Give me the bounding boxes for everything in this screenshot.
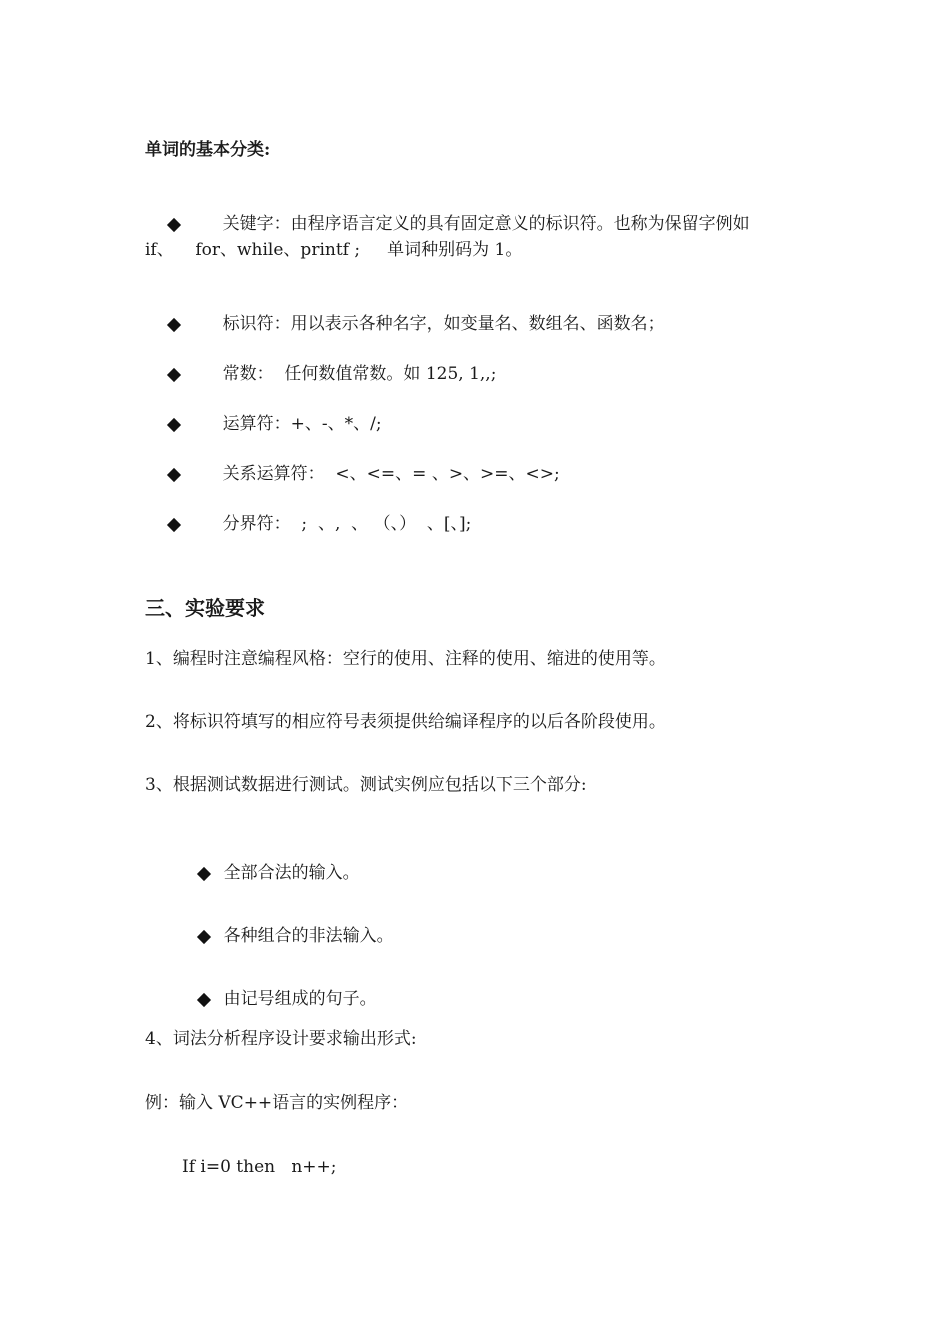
black-diamond-icon xyxy=(167,368,181,382)
black-diamond-icon xyxy=(167,318,181,332)
example-label: 例：输入 VC++语言的实例程序： xyxy=(145,1093,409,1113)
black-diamond-icon xyxy=(197,993,211,1007)
example-code-line: If i=0 then n++; xyxy=(182,1157,337,1177)
black-diamond-icon xyxy=(167,468,181,482)
sub-bullet-sentences xyxy=(175,963,377,1035)
black-diamond-icon xyxy=(197,930,211,944)
sub-bullet-legal-input xyxy=(175,837,360,909)
black-diamond-icon xyxy=(167,218,181,232)
black-diamond-icon xyxy=(167,418,181,432)
bullet-text: 全部合法的输入。 xyxy=(223,863,360,883)
classification-title: 单词的基本分类: xyxy=(145,140,271,160)
bullet-text: 标识符：用以表示各种名字，如变量名、数组名、函数名； xyxy=(222,314,665,334)
bullet-text: 各种组合的非法输入。 xyxy=(223,926,394,946)
requirement-1: 1、编程时注意编程风格：空行的使用、注释的使用、缩进的使用等。 xyxy=(145,649,666,669)
requirement-4: 4、词法分析程序设计要求输出形式: xyxy=(145,1029,417,1049)
requirement-3: 3、根据测试数据进行测试。测试实例应包括以下三个部分: xyxy=(145,775,587,795)
bullet-text: 运算符：+、-、*、/; xyxy=(222,414,382,434)
requirements-heading: 三、实验要求 xyxy=(145,596,265,620)
bullet-text: 由记号组成的句子。 xyxy=(223,989,377,1009)
black-diamond-icon xyxy=(197,867,211,881)
bullet-delimiter xyxy=(145,488,471,560)
bullet-text: 关键字：由程序语言定义的具有固定意义的标识符。也称为保留字例如 xyxy=(222,214,750,234)
bullet-text: 常数： 任何数值常数。如 125, 1,,; xyxy=(222,364,497,384)
black-diamond-icon xyxy=(167,518,181,532)
bullet-text: 分界符： ; 、, 、 （、） 、[、]; xyxy=(222,514,472,534)
requirement-2: 2、将标识符填写的相应符号表须提供给编译程序的以后各阶段使用。 xyxy=(145,712,666,732)
keyword-continuation: if、 for、while、printf ; 单词种别码为 1。 xyxy=(145,240,523,260)
sub-bullet-illegal-input xyxy=(175,900,394,972)
bullet-text: 关系运算符： <、<=、= 、>、>=、<>; xyxy=(222,464,560,484)
